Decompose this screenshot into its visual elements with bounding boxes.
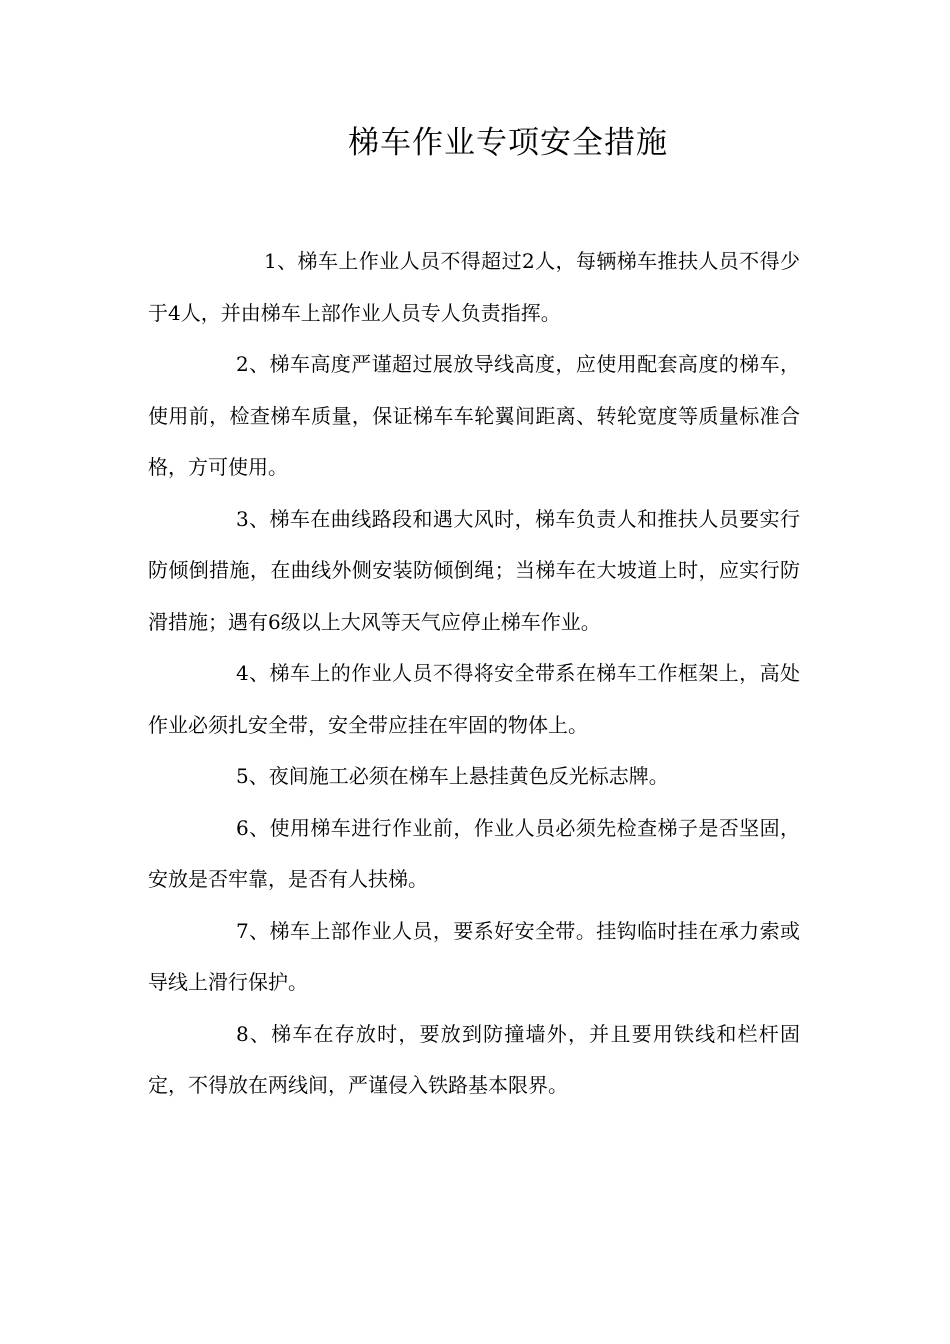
- paragraph-6: 6、使用梯车进行作业前，作业人员必须先检查梯子是否坚固，安放是否牢靠，是否有人扶梯。: [148, 815, 800, 891]
- paragraph-5: 5、夜间施工必须在梯车上悬挂黄色反光标志牌。: [236, 764, 669, 788]
- paragraph-7: 7、梯车上部作业人员，要系好安全带。挂钩临时挂在承力索或导线上滑行保护。: [148, 918, 800, 994]
- document-title: 梯车作业专项安全措施: [348, 125, 668, 161]
- document-body: [148, 236, 800, 1112]
- paragraph-1: 1、梯车上作业人员不得超过2人，每辆梯车推扶人员不得少于4人，并由梯车上部作业人员专人负责指挥。: [148, 249, 800, 325]
- paragraph-2: 2、梯车高度严谨超过展放导线高度，应使用配套高度的梯车，使用前，检查梯车质量，保证梯车车轮翼间距离、转轮宽度等质量标准合格，方可使用。: [148, 352, 800, 479]
- paragraph-8: 8、梯车在存放时，要放到防撞墙外，并且要用铁线和栏杆固定，不得放在两线间，严谨侵入铁路基本限界。: [148, 1021, 800, 1097]
- paragraph-4: 4、梯车上的作业人员不得将安全带系在梯车工作框架上，高处作业必须扎安全带，安全带应挂在牢固的物体上。: [148, 661, 800, 737]
- paragraph-3: 3、梯车在曲线路段和遇大风时，梯车负责人和推扶人员要实行防倾倒措施，在曲线外侧安装防倾倒绳；当梯车在大坡道上时，应实行防滑措施；遇有6级以上大风等天气应停止梯车作业。: [148, 506, 800, 634]
